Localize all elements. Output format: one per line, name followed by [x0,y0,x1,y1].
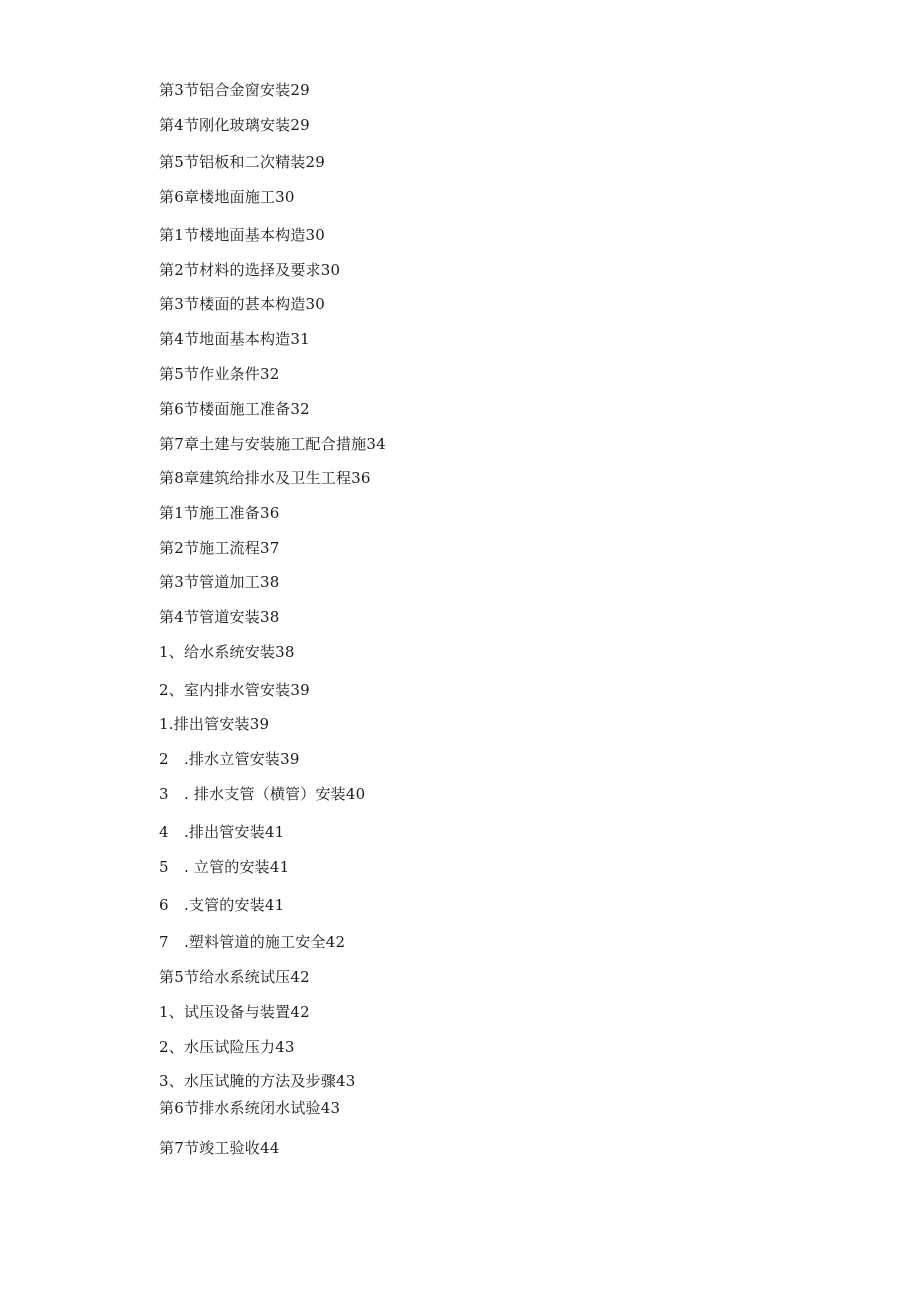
toc-entry: 第5节作业条件32 [159,365,280,383]
toc-entry: 1、给水系统安装38 [159,643,295,661]
toc-entry: 第3节铝合金窗安装29 [159,81,310,99]
toc-entry: 2 .排水立管安装39 [159,750,300,768]
toc-entry: 7 .塑料管道的施工安全42 [159,933,346,951]
toc-entry: 第7章土建与安装施工配合措施34 [159,435,386,453]
toc-entry: 第1节施工准备36 [159,504,280,522]
toc-entry: 3、水压试腌的方法及步骤43 [159,1072,356,1090]
toc-entry: 2、室内排水管安装39 [159,681,310,699]
toc-entry: 3 . 排水支管（横管）安装40 [159,785,366,803]
toc-entry: 1.排出管安装39 [159,715,270,733]
toc-entry: 5 . 立管的安装41 [159,858,290,876]
toc-entry: 第3节管道加工38 [159,573,280,591]
toc-entry: 第3节楼面的甚本构造30 [159,295,326,313]
toc-entry: 2、水压试险压力43 [159,1038,295,1056]
toc-entry: 第4节刚化玻璃安装29 [159,116,310,134]
toc-entry: 第1节楼地面基本构造30 [159,226,326,244]
toc-entry: 第5节铝板和二次精装29 [159,153,326,171]
toc-entry: 第6章楼地面施工30 [159,188,295,206]
toc-entry: 6 .支管的安装41 [159,896,285,914]
toc-entry: 1、试压设备与装置42 [159,1003,310,1021]
toc-entry: 第8章建筑给排水及卫生工程36 [159,469,371,487]
toc-entry: 第2节施工流程37 [159,539,280,557]
toc-entry: 第6节楼面施工准备32 [159,400,310,418]
toc-entry: 第6节排水系统闭水试验43 [159,1099,341,1117]
toc-entry: 第4节地面基本构造31 [159,330,310,348]
toc-entry: 第2节材料的选择及要求30 [159,261,341,279]
toc-entry: 第4节管道安装38 [159,608,280,626]
toc-entry: 4 .排出管安装41 [159,823,285,841]
toc-entry: 第7节竣工验收44 [159,1139,280,1157]
toc-entry: 第5节给水系统试压42 [159,968,310,986]
